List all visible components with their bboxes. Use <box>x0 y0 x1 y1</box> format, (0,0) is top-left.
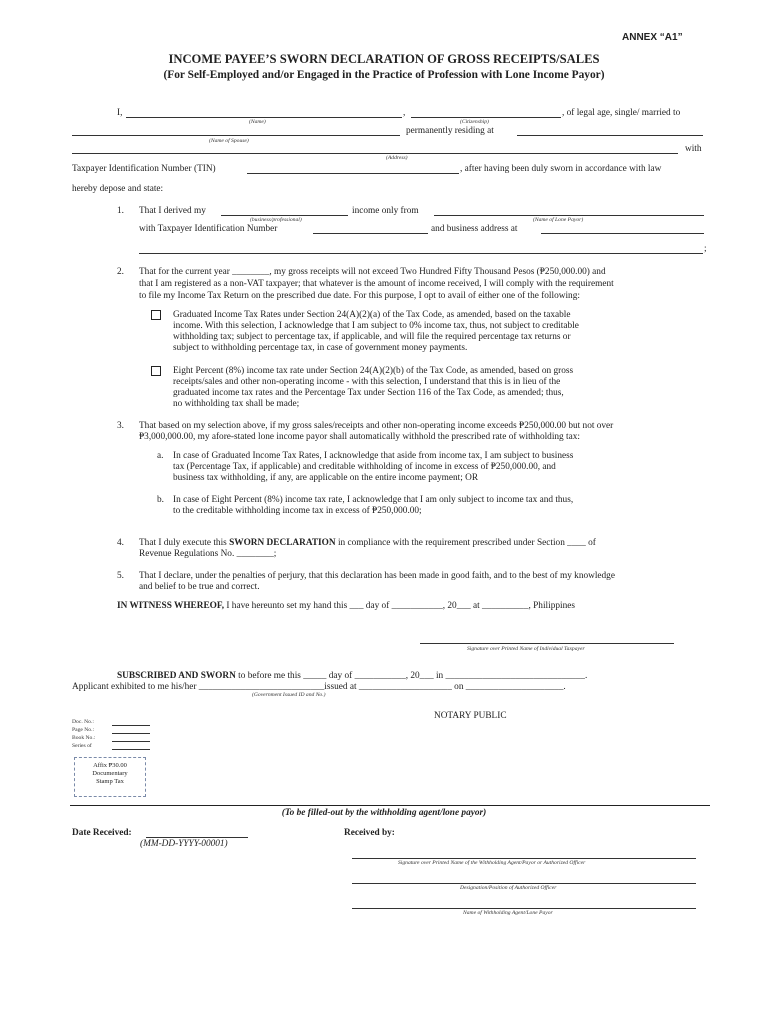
agent-signature-caption: Signature over Printed Name of the Withholding Agent/Payor or Authorized Officer <box>398 860 586 866</box>
stamp-line1: Affix ₱30.00 <box>93 762 127 769</box>
option2-line4: no withholding tax shall be made; <box>173 399 300 409</box>
item4-line1 <box>139 538 596 549</box>
item1-semicolon: ; <box>704 244 707 254</box>
tin-field[interactable] <box>247 173 459 174</box>
item3-line2: ₱3,000,000.00, my afore-stated lone income payor shall automatically withhold the prescribed rate of withholding tax: <box>139 432 580 442</box>
item5-number: 5. <box>117 571 124 581</box>
item3-number: 3. <box>117 421 124 431</box>
agent-designation-field[interactable] <box>352 883 696 884</box>
item4-number: 4. <box>117 538 124 548</box>
item3-line1: That based on my selection above, if my gross sales/receipts and other non-operating income exceeds ₱250,000.00 but not over <box>139 421 614 431</box>
item2-line3: to file my Income Tax Return on the prescribed due date. For this purpose, I opt to avail of either one of the following: <box>139 291 580 301</box>
witness-bold: IN WITNESS WHEREOF, <box>117 601 225 611</box>
tin-label: Taxpayer Identification Number (TIN) <box>72 164 216 174</box>
item1-line2b: and business address at <box>431 224 518 234</box>
item5-line1: That I declare, under the penalties of perjury, that this declaration has been made in good faith, and to the best of my knowledge <box>139 571 615 581</box>
spouse-caption: (Name of Spouse) <box>209 138 249 144</box>
item1-line2a: with Taxpayer Identification Number <box>139 224 278 234</box>
item3b-label: b. <box>157 495 164 505</box>
witness-line <box>117 601 575 612</box>
id-caption: (Government Issued ID and No.) <box>252 692 326 698</box>
series-label: Series of <box>72 743 92 749</box>
item4-line2: Revenue Regulations No. ________; <box>139 549 277 559</box>
business-address-field-2[interactable] <box>139 253 703 254</box>
notary-public: NOTARY PUBLIC <box>434 711 507 721</box>
stamp-line3: Stamp Tax <box>96 778 124 785</box>
documentary-stamp-box <box>74 757 146 797</box>
page-no-label: Page No.: <box>72 727 95 733</box>
agent-signature-field[interactable] <box>352 858 696 859</box>
item4-pre: That I duly execute this <box>139 538 227 548</box>
document-title: INCOME PAYEE’S SWORN DECLARATION OF GROSS RECEIPTS/SALES <box>168 52 600 66</box>
stamp-line2: Documentary <box>92 770 128 777</box>
subscribed-bold: SUBSCRIBED AND SWORN <box>117 671 236 681</box>
option1-line2: income. With this selection, I acknowledge that I am subject to 0% income tax, thus, not subject to creditable <box>173 321 579 331</box>
citizenship-field[interactable] <box>411 117 561 118</box>
agent-name-field[interactable] <box>352 908 696 909</box>
agent-designation-caption: Designation/Position of Authorized Officer <box>460 885 557 891</box>
witness-rest: I have hereunto set my hand this ___ day of ___________, 20___ at __________, Philippines <box>226 601 575 611</box>
item2-line2: that I am registered as a non-VAT taxpayer; that whatever is the amount of income received, I will comply with the requirement <box>139 279 614 289</box>
graduated-rate-checkbox[interactable] <box>151 310 161 320</box>
name-field[interactable] <box>126 117 402 118</box>
date-format-hint: (MM-DD-YYYY-00001) <box>140 839 228 849</box>
intro-i-label: I, <box>117 108 123 118</box>
item4-bold: SWORN DECLARATION <box>229 538 336 548</box>
option2-line1: Eight Percent (8%) income tax rate under Section 24(A)(2)(b) of the Tax Code, as amended, based on gross <box>173 366 574 376</box>
item3a-label: a. <box>157 451 164 461</box>
sworn-text: , after having been duly sworn in accordance with law <box>460 164 662 174</box>
name-caption: (Name) <box>249 119 266 125</box>
legal-age-text: , of legal age, single/ married to <box>562 108 681 118</box>
business-address-field[interactable] <box>541 233 704 234</box>
option2-line2: receipts/sales and other non-operating income - with this selection, I understand that this is in lieu of the <box>173 377 561 387</box>
item1-number: 1. <box>117 206 124 216</box>
option1-line3: withholding tax; subject to percentage tax, if applicable, and will file the required percentage tax returns or <box>173 332 571 342</box>
doc-no-label: Doc. No.: <box>72 719 94 725</box>
subscribed-line <box>117 671 587 682</box>
item1-text-a: That I derived my <box>139 206 206 216</box>
address-field[interactable] <box>72 153 678 154</box>
option1-line4: subject to withholding percentage tax, in case of government money payments. <box>173 343 468 353</box>
item3b-line2: to the creditable withholding income tax in excess of ₱250,000.00; <box>173 506 422 516</box>
book-no-field[interactable] <box>112 741 150 742</box>
item3a-line2: tax (Percentage Tax, if applicable) and creditable withholding of income in excess of ₱250,000.00, and <box>173 462 556 472</box>
residing-text: permanently residing at <box>406 126 494 136</box>
option2-line3: graduated income tax rates and the Percentage Tax under Section 116 of the Tax Code, as amended; thus, <box>173 388 564 398</box>
date-received-label: Date Received: <box>72 828 132 838</box>
item1-text-b: income only from <box>352 206 419 216</box>
agent-name-caption: Name of Withholding Agent/Lone Payor <box>463 910 553 916</box>
received-by-label: Received by: <box>344 828 395 838</box>
taxpayer-signature-caption: Signature over Printed Name of Individual Taxpayer <box>467 646 585 652</box>
lone-payor-field[interactable] <box>434 215 704 216</box>
intro-comma: , <box>403 108 406 118</box>
item3a-line3: business tax withholding, if any, are applicable on the entire income payment; OR <box>173 473 479 483</box>
subscribed-rest: to before me this _____ day of ___________, 20___ in ______________________________. <box>238 671 588 681</box>
citizenship-caption: (Citizenship) <box>460 119 489 125</box>
document-subtitle: (For Self-Employed and/or Engaged in the Practice of Profession with Lone Income Payor) <box>163 69 605 81</box>
depose-text: hereby depose and state: <box>72 184 164 194</box>
eight-percent-checkbox[interactable] <box>151 366 161 376</box>
spouse-name-field[interactable] <box>72 135 400 136</box>
section-divider <box>70 805 710 806</box>
taxpayer-signature-field[interactable] <box>420 643 674 644</box>
item3a-line1: In case of Graduated Income Tax Rates, I acknowledge that aside from income tax, I am subject to business <box>173 451 574 461</box>
item4-post: in compliance with the requirement prescribed under Section ____ of <box>337 538 596 548</box>
address-caption: (Address) <box>386 155 408 161</box>
item5-line2: and belief to be true and correct. <box>139 582 260 592</box>
payor-caption: (Name of Lone Payor) <box>533 217 584 223</box>
business-caption: (business/professional) <box>250 217 302 223</box>
option1-line1: Graduated Income Tax Rates under Section 24(A)(2)(a) of the Tax Code, as amended, based on the taxable <box>173 310 571 320</box>
book-no-label: Book No.: <box>72 735 96 741</box>
date-received-field[interactable] <box>146 837 248 838</box>
item2-number: 2. <box>117 267 124 277</box>
applicant-line: Applicant exhibited to me his/her ___________________________issued at ____________________ on _____________________. <box>72 682 566 692</box>
residence-field[interactable] <box>517 135 703 136</box>
series-field[interactable] <box>112 749 150 750</box>
payor-tin-field[interactable] <box>313 233 428 234</box>
agent-note: (To be filled-out by the withholding agent/lone payor) <box>281 808 487 818</box>
item3b-line1: In case of Eight Percent (8%) income tax rate, I acknowledge that I am only subject to income tax and thus, <box>173 495 574 505</box>
business-type-field[interactable] <box>221 215 348 216</box>
page-no-field[interactable] <box>112 733 150 734</box>
item2-line1: That for the current year ________, my gross receipts will not exceed Two Hundred Fifty Thousand Pesos (₱250,000.00) and <box>139 267 606 277</box>
with-text: with <box>685 144 702 154</box>
doc-no-field[interactable] <box>112 725 150 726</box>
annex-label: ANNEX “A1” <box>622 32 683 43</box>
